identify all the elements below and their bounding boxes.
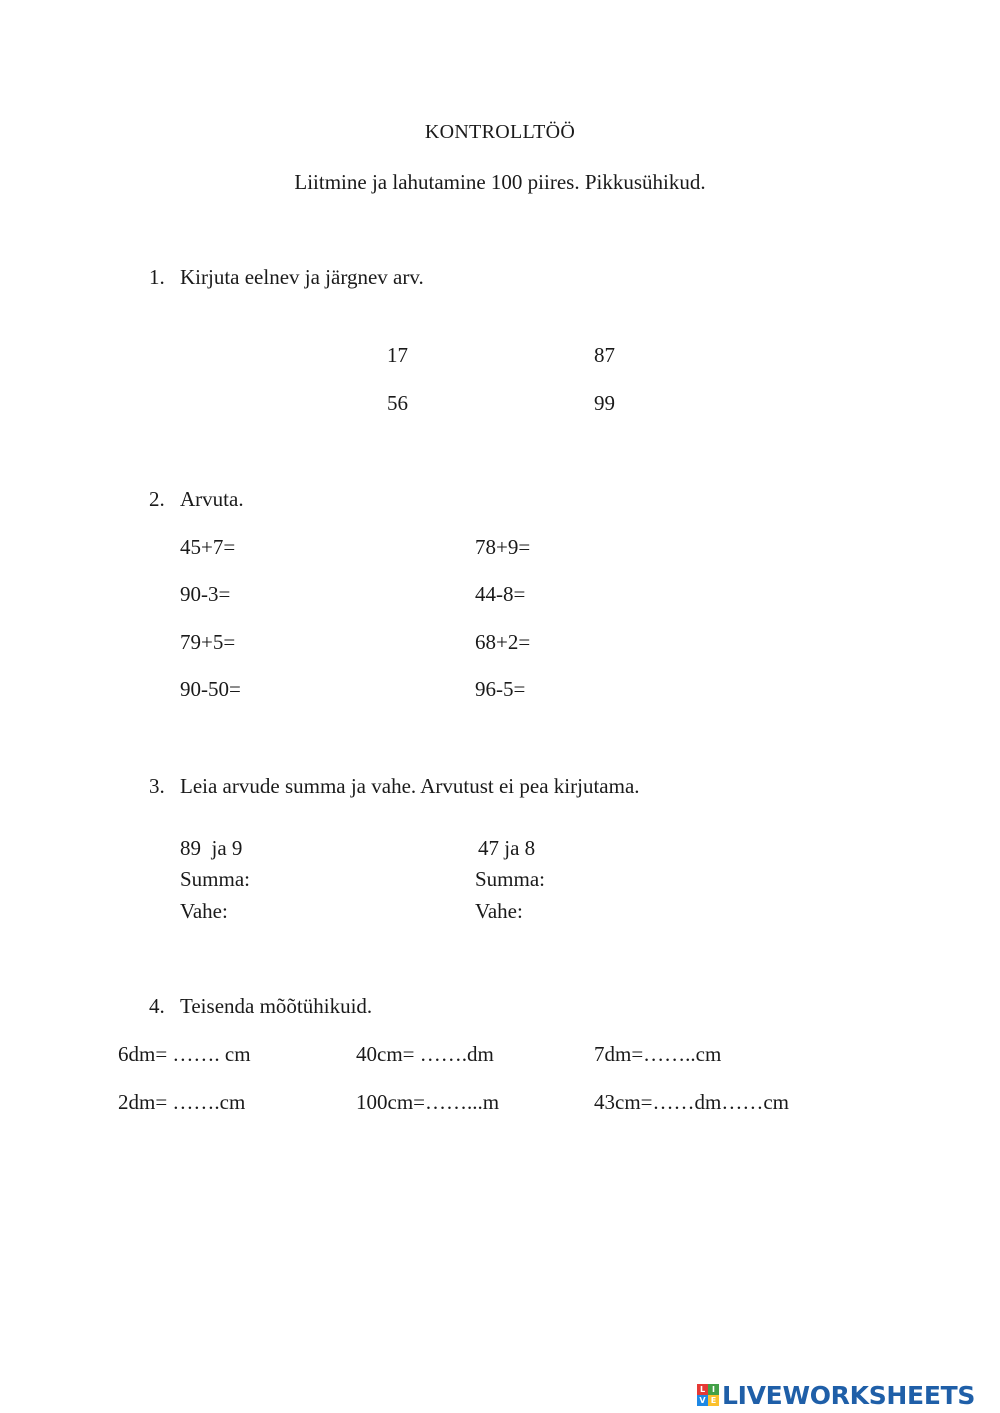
task-3-prompt: Leia arvude summa ja vahe. Arvutust ei pea kirjutama. — [180, 774, 640, 798]
task-3-sum-label: Summa: — [180, 867, 251, 891]
task-1-value: 87 — [594, 343, 615, 367]
task-4-conversion: 43cm=……dm……cm — [594, 1090, 789, 1114]
task-4-conversion: 6dm= ……. cm — [118, 1042, 251, 1066]
logo-letter-block: E — [708, 1395, 719, 1406]
task-3-diff-label: Vahe: — [475, 899, 523, 923]
task-2-expression: 79+5= — [180, 630, 236, 654]
task-4-prompt: Teisenda mõõtühikuid. — [180, 994, 373, 1018]
task-4-number: 4. — [149, 994, 165, 1018]
page-subtitle: Liitmine ja lahutamine 100 piires. Pikkusühikud. — [294, 170, 706, 194]
task-2-expression: 68+2= — [475, 630, 531, 654]
task-2-expression: 44-8= — [475, 582, 526, 606]
task-2-expression: 96-5= — [475, 677, 526, 701]
task-3-number: 3. — [149, 774, 165, 798]
task-2-expression: 90-3= — [180, 582, 231, 606]
task-2-expression: 45+7= — [180, 535, 236, 559]
task-3-pair: 89 ja 9 — [180, 836, 243, 860]
page-title: KONTROLLTÖÖ — [424, 121, 576, 143]
task-1-prompt: Kirjuta eelnev ja järgnev arv. — [180, 265, 424, 289]
task-2-number: 2. — [149, 487, 165, 511]
task-4-conversion: 40cm= …….dm — [356, 1042, 494, 1066]
liveworksheets-logo-icon — [697, 1384, 719, 1406]
task-2-expression: 78+9= — [475, 535, 531, 559]
task-4-conversion: 100cm=……...m — [356, 1090, 500, 1114]
task-1-number: 1. — [149, 265, 165, 289]
liveworksheets-logo-text: LIVEWORKSHEETS — [722, 1380, 976, 1410]
task-4-conversion: 2dm= …….cm — [118, 1090, 246, 1114]
task-3-diff-label: Vahe: — [180, 899, 228, 923]
task-1-value: 17 — [387, 343, 408, 367]
task-4-conversion: 7dm=……..cm — [594, 1042, 722, 1066]
task-2-prompt: Arvuta. — [180, 487, 244, 511]
logo-letter-block: L — [697, 1384, 708, 1395]
task-1-value: 56 — [387, 391, 408, 415]
liveworksheets-logo — [697, 1379, 975, 1411]
task-2-expression: 90-50= — [180, 677, 241, 701]
logo-letter-block: V — [697, 1395, 708, 1406]
logo-letter-block: I — [708, 1384, 719, 1395]
task-3-pair: 47 ja 8 — [478, 836, 536, 860]
task-3-sum-label: Summa: — [475, 867, 546, 891]
task-1-value: 99 — [594, 391, 615, 415]
